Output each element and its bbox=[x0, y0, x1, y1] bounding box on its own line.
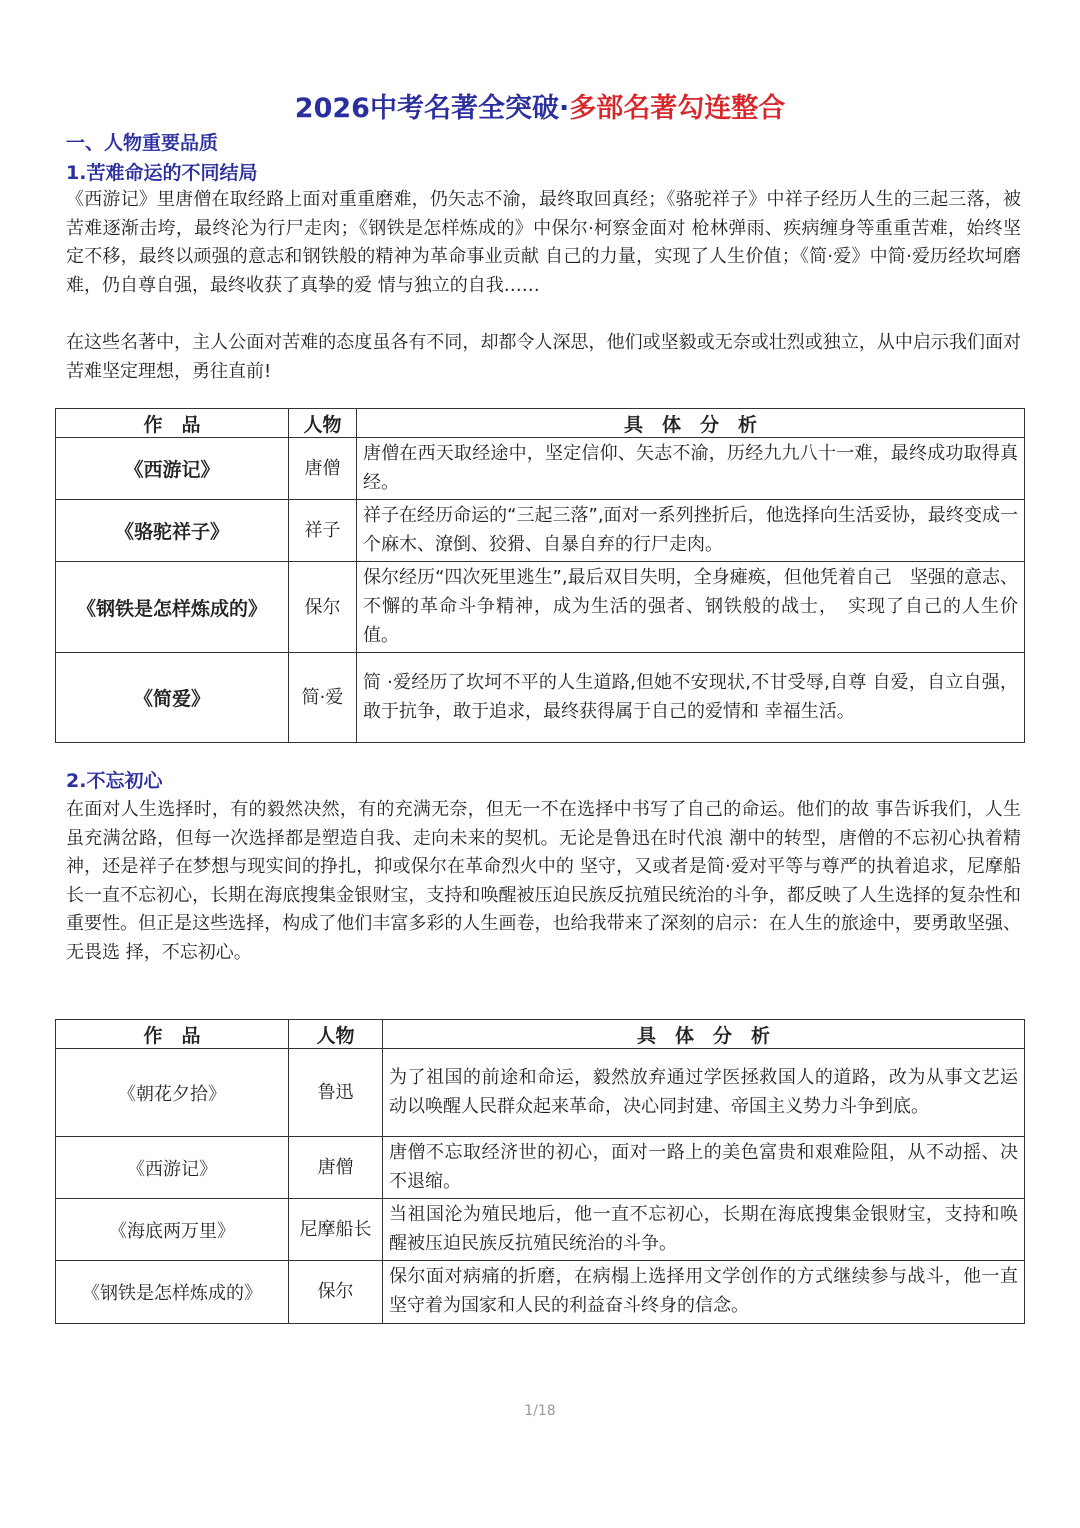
title-part-blue: 2026中考名著全突破· bbox=[294, 93, 570, 124]
table-row bbox=[56, 1049, 1025, 1137]
cell-person: 唐僧 bbox=[289, 438, 357, 500]
header-analysis: 具 体 分 析 bbox=[357, 409, 1025, 438]
table-row bbox=[56, 500, 1025, 562]
cell-person: 保尔 bbox=[289, 1261, 383, 1323]
page-title bbox=[0, 90, 1080, 128]
table-row bbox=[56, 1261, 1025, 1323]
header-person: 人物 bbox=[289, 409, 357, 438]
cell-analysis: 唐僧在西天取经途中，坚定信仰、矢志不渝，历经九九八十一难，最终成功取得真经。 bbox=[357, 438, 1025, 500]
cell-work: 《简爱》 bbox=[56, 653, 289, 743]
cell-work: 《海底两万里》 bbox=[56, 1199, 289, 1261]
cell-analysis: 保尔面对病痛的折磨，在病榻上选择用文学创作的方式继续参与战斗，他一直坚守着为国家和人民的利益奋斗终身的信念。 bbox=[383, 1261, 1025, 1323]
cell-work: 《西游记》 bbox=[56, 438, 289, 500]
cell-work: 《钢铁是怎样炼成的》 bbox=[56, 1261, 289, 1323]
header-work: 作 品 bbox=[56, 1020, 289, 1049]
section-heading: 一、人物重要品质 bbox=[66, 132, 219, 154]
cell-analysis: 祥子在经历命运的“三起三落”,面对一系列挫折后，他选择向生活妥协，最终变成一个麻木、潦倒、狡猾、自暴自弃的行尸走肉。 bbox=[357, 500, 1025, 562]
cell-analysis: 保尔经历“四次死里逃生”,最后双目失明，全身瘫痪，但他凭着自己 坚强的意志、不懈的革命斗争精神，成为生活的强者、钢铁般的战士， 实现了自己的人生价值。 bbox=[357, 562, 1025, 653]
cell-analysis: 当祖国沦为殖民地后，他一直不忘初心，长期在海底搜集金银财宝，支持和唤醒被压迫民族反抗殖民统治的斗争。 bbox=[383, 1199, 1025, 1261]
table-header-row bbox=[56, 409, 1025, 438]
cell-work: 《骆驼祥子》 bbox=[56, 500, 289, 562]
cell-work: 《西游记》 bbox=[56, 1137, 289, 1199]
table-row bbox=[56, 562, 1025, 653]
title-part-red: 多部名著勾连整合 bbox=[569, 93, 786, 124]
header-person: 人物 bbox=[289, 1020, 383, 1049]
cell-analysis: 简 ·爱经历了坎坷不平的人生道路,但她不安现状,不甘受辱,自尊 自爱，自立自强，敢于抗争，敢于追求，最终获得属于自己的爱情和 幸福生活。 bbox=[357, 653, 1025, 743]
table-row bbox=[56, 438, 1025, 500]
table-original-aspiration bbox=[55, 1019, 1025, 1324]
table-header-row bbox=[56, 1020, 1025, 1049]
cell-analysis: 唐僧不忘取经济世的初心，面对一路上的美色富贵和艰难险阻，从不动摇、决不退缩。 bbox=[383, 1137, 1025, 1199]
table-row bbox=[56, 1137, 1025, 1199]
cell-person: 简·爱 bbox=[289, 653, 357, 743]
cell-person: 鲁迅 bbox=[289, 1049, 383, 1137]
table-row bbox=[56, 1199, 1025, 1261]
header-analysis: 具 体 分 析 bbox=[383, 1020, 1025, 1049]
header-work: 作 品 bbox=[56, 409, 289, 438]
paragraph-intro-1: 《西游记》里唐僧在取经路上面对重重磨难，仍矢志不渝，最终取回真经；《骆驼祥子》中祥子经历人生的三起三落，被苦难逐渐击垮，最终沦为行尸走肉；《钢铁是怎样炼成的》中保尔·柯察金面对 枪林弹雨、疾病缠身等重重苦难，始终坚定不移，最终以顽强的意志和钢铁般的精神为革命事业贡献 自己的力量，实现了人生价值；《简·爱》中简·爱历经坎坷磨难，仍自尊自强，最终收获了真挚的爱 情与独立的自我…… bbox=[66, 189, 1021, 296]
table-suffering bbox=[55, 408, 1025, 743]
table-row bbox=[56, 653, 1025, 743]
subsection-heading-2: 2.不忘初心 bbox=[66, 770, 163, 792]
cell-person: 祥子 bbox=[289, 500, 357, 562]
cell-work: 《朝花夕拾》 bbox=[56, 1049, 289, 1137]
paragraph-choices: 在面对人生选择时，有的毅然决然，有的充满无奈，但无一不在选择中书写了自己的命运。他们的故 事告诉我们，人生虽充满岔路，但每一次选择都是塑造自我、走向未来的契机。无论是鲁迅在时代浪 潮中的转型，唐僧的不忘初心执着精神，还是祥子在梦想与现实间的挣扎，抑或保尔在革命烈火中的 坚守，又或者是简·爱对平等与尊严的执着追求，尼摩船长一直不忘初心，长期在海底搜集金银财宝，支持和唤醒被压迫民族反抗殖民统治的斗争，都反映了人生选择的复杂性和重要性。但正是这些选择，构成了他们丰富多彩的人生画卷，也给我带来了深刻的启示：在人生的旅途中，要勇敢坚强、无畏选 择，不忘初心。 bbox=[66, 799, 1021, 963]
cell-person: 尼摩船长 bbox=[289, 1199, 383, 1261]
cell-analysis: 为了祖国的前途和命运，毅然放弃通过学医拯救国人的道路，改为从事文艺运动以唤醒人民群众起来革命，决心同封建、帝国主义势力斗争到底。 bbox=[383, 1049, 1025, 1137]
cell-work: 《钢铁是怎样炼成的》 bbox=[56, 562, 289, 653]
subsection-heading-1: 1.苦难命运的不同结局 bbox=[66, 162, 258, 184]
paragraph-intro-2: 在这些名著中，主人公面对苦难的态度虽各有不同，却都令人深思，他们或坚毅或无奈或壮烈或独立，从中启示我们面对苦难坚定理想，勇往直前! bbox=[66, 332, 1021, 382]
cell-person: 唐僧 bbox=[289, 1137, 383, 1199]
cell-person: 保尔 bbox=[289, 562, 357, 653]
page-number: 1/18 bbox=[524, 1403, 556, 1419]
